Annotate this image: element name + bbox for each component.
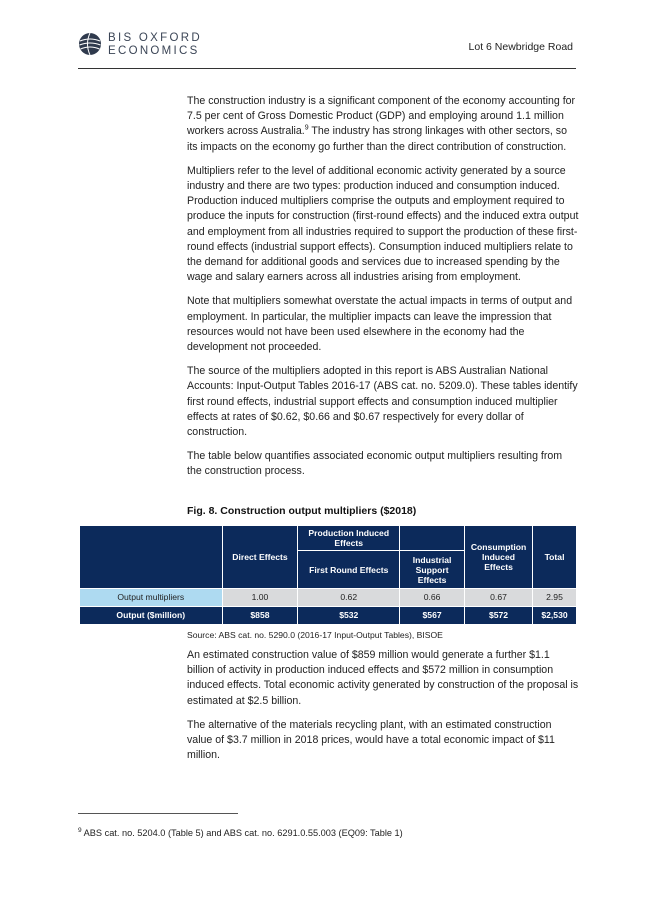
body-text-top	[187, 94, 579, 489]
body-text-bottom	[187, 648, 579, 772]
header-empty	[80, 526, 223, 589]
cell-consumption: 0.67	[465, 589, 533, 607]
paragraph-1: The construction industry is a significant component of the economy accounting for 7.5 per cent of Gross Domestic Product (GDP) and employing around 1.1 million workers across Australia.$^9$ The industry has strong linkages with other sectors, so its impacts on the economy go further than the direct contribution of construction.	[187, 95, 576, 153]
footnote-number: 9	[78, 826, 82, 834]
globe-logo-icon	[78, 32, 102, 56]
cell-direct: 1.00	[222, 589, 298, 607]
footnote-divider	[78, 813, 238, 814]
header-industrial-support: Industrial Support Effects	[400, 551, 465, 589]
logo-text-line2: ECONOMICS	[108, 45, 200, 57]
header-production-induced: Production Induced Effects	[298, 526, 400, 551]
row-label: Output ($million)	[80, 607, 223, 625]
cell-first-round: $532	[298, 607, 400, 625]
figure-source: Source: ABS cat. no. 5290.0 (2016-17 Input-Output Tables), BISOE	[187, 630, 443, 640]
paragraph-4: The source of the multipliers adopted in this report is ABS Australian National Accounts: Input-Output Tables 2016-17 (ABS cat. no. 5209.0). These tables identify first round effects, industrial support effects and consumption induced multiplier effects at rates of $0.62, $0.66 and $0.67 respectively for every dollar of construction.	[187, 365, 578, 439]
table-row	[80, 607, 577, 625]
header-direct-effects: Direct Effects	[222, 526, 298, 589]
cell-industrial: 0.66	[400, 589, 465, 607]
cell-first-round: 0.62	[298, 589, 400, 607]
cell-industrial: $567	[400, 607, 465, 625]
header-divider	[78, 68, 576, 69]
paragraph-6: An estimated construction value of $859 million would generate a further $1.1 billion of activity in production induced effects and $572 million in consumption induced effects. Total economic activity generated by construction of the proposal is estimated at $2.5 billion.	[187, 649, 579, 707]
header-total: Total	[533, 526, 577, 589]
multipliers-table	[79, 525, 577, 625]
footnote-text: ABS cat. no. 5204.0 (Table 5) and ABS cat. no. 6291.0.55.003 (EQ09: Table 1)	[83, 828, 403, 838]
figure-title: Fig. 8. Construction output multipliers ($2018)	[187, 505, 417, 517]
paragraph-5: The table below quantifies associated economic output multipliers resulting from the construction process.	[187, 450, 563, 478]
cell-direct: $858	[222, 607, 298, 625]
cell-total: $2,530	[533, 607, 577, 625]
footnote-ref[interactable]: 9	[304, 124, 309, 132]
cell-total: 2.95	[533, 589, 577, 607]
table-row	[80, 589, 577, 607]
paragraph-7: The alternative of the materials recycling plant, with an estimated construction value of $3.7 million in 2018 prices, would have a total economic impact of $11 million.	[187, 718, 555, 762]
header-consumption-induced: Consumption Induced Effects	[465, 526, 533, 589]
header-address: Lot 6 Newbridge Road	[468, 41, 573, 53]
logo-text-line1: BIS OXFORD	[108, 32, 202, 44]
company-logo	[78, 30, 202, 58]
paragraph-2: Multipliers refer to the level of additional economic activity generated by a source industry and there are two types: production induced and consumption induced. Production induced multipliers comprise the outputs and employment required to produce the inputs for construction (first-round effects) and the induced extra output and employment from all industries required to support the production of these first-round effects (industrial support effects). Consumption induced multipliers relate to the demand for additional goods and services due to increased spending by the wage and salary earners across all industries arising from employment.	[187, 164, 579, 284]
footnote	[78, 828, 403, 838]
header-production-spacer	[400, 526, 465, 551]
header-first-round: First Round Effects	[298, 551, 400, 589]
paragraph-3: Note that multipliers somewhat overstate the actual impacts in terms of output and employment. In particular, the multiplier impacts can leave the impression that resources would not have been used elsewhere in the economy had the development not proceeded.	[187, 295, 573, 354]
row-label: Output multipliers	[80, 589, 223, 607]
cell-consumption: $572	[465, 607, 533, 625]
